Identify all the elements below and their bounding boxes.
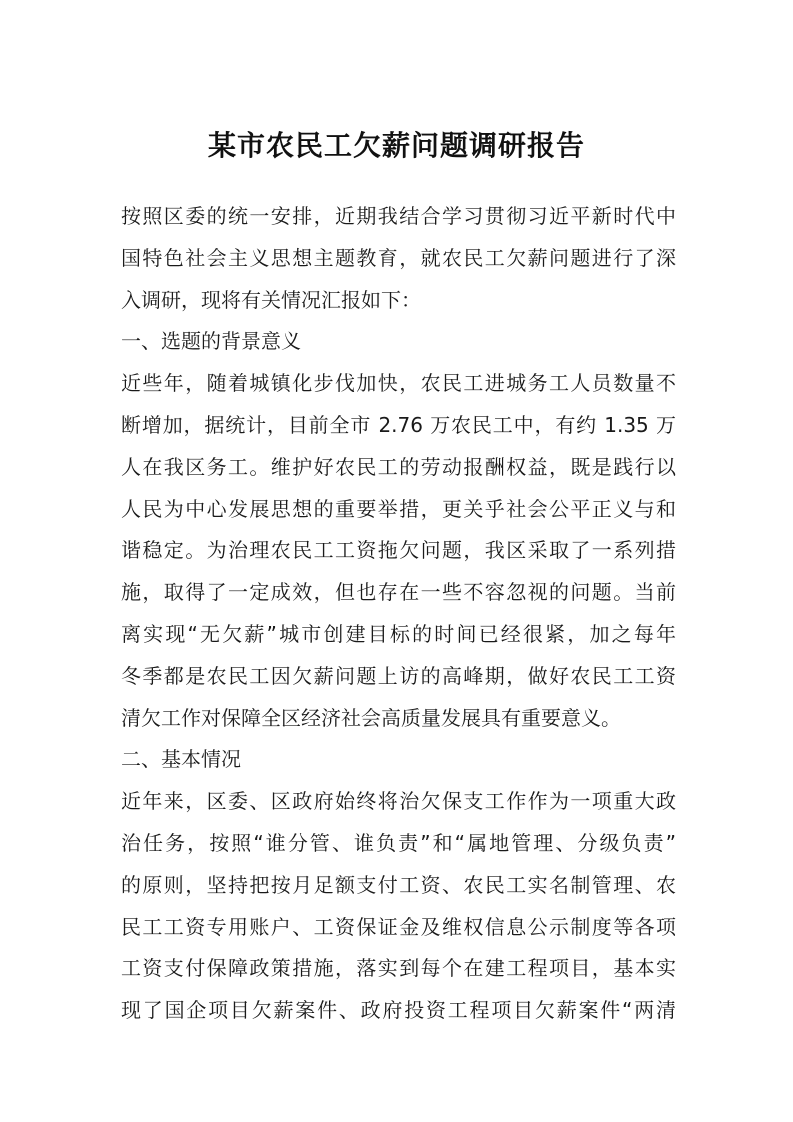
body-line: 一、选题的背景意义 bbox=[121, 329, 301, 354]
document-title: 某市农民工欠薪问题调研报告 bbox=[207, 129, 585, 162]
body-line: 的原则，坚持把按月足额支付工资、农民工实名制管理、农 bbox=[121, 872, 676, 897]
body-line: 人民为中心发展思想的重要举措，更关乎社会公平正义与和 bbox=[121, 496, 676, 521]
body-line: 近些年，随着城镇化步伐加快，农民工进城务工人员数量不 bbox=[121, 371, 676, 396]
body-line: 施，取得了一定成效，但也存在一些不容忽视的问题。当前 bbox=[121, 580, 676, 605]
body-line: 人在我区务工。维护好农民工的劳动报酬权益，既是践行以 bbox=[121, 454, 676, 479]
document-body bbox=[121, 196, 676, 1032]
body-line: 民工工资专用账户、工资保证金及维权信息公示制度等各项 bbox=[121, 914, 676, 939]
body-line: 入调研，现将有关情况汇报如下： bbox=[121, 287, 421, 312]
body-line: 国特色社会主义思想主题教育，就农民工欠薪问题进行了深 bbox=[121, 245, 676, 270]
body-line: 谐稳定。为治理农民工工资拖欠问题，我区采取了一系列措 bbox=[121, 538, 676, 563]
body-line: 近年来，区委、区政府始终将治欠保支工作作为一项重大政 bbox=[121, 789, 676, 814]
body-line: 工资支付保障政策措施，落实到每个在建工程项目，基本实 bbox=[121, 956, 676, 981]
body-line: 现了国企项目欠薪案件、政府投资工程项目欠薪案件“两清 bbox=[121, 998, 676, 1023]
body-line: 二、基本情况 bbox=[121, 747, 241, 772]
body-line: 冬季都是农民工因欠薪问题上访的高峰期，做好农民工工资 bbox=[121, 663, 676, 688]
body-line: 断增加，据统计，目前全市 2.76 万农民工中，有约 1.35 万 bbox=[121, 412, 676, 437]
body-line: 离实现“无欠薪”城市创建目标的时间已经很紧，加之每年 bbox=[121, 621, 676, 646]
body-line: 治任务，按照“谁分管、谁负责”和“属地管理、分级负责” bbox=[121, 830, 676, 855]
body-line: 清欠工作对保障全区经济社会高质量发展具有重要意义。 bbox=[121, 705, 621, 730]
body-line: 按照区委的统一安排，近期我结合学习贯彻习近平新时代中 bbox=[121, 204, 676, 228]
